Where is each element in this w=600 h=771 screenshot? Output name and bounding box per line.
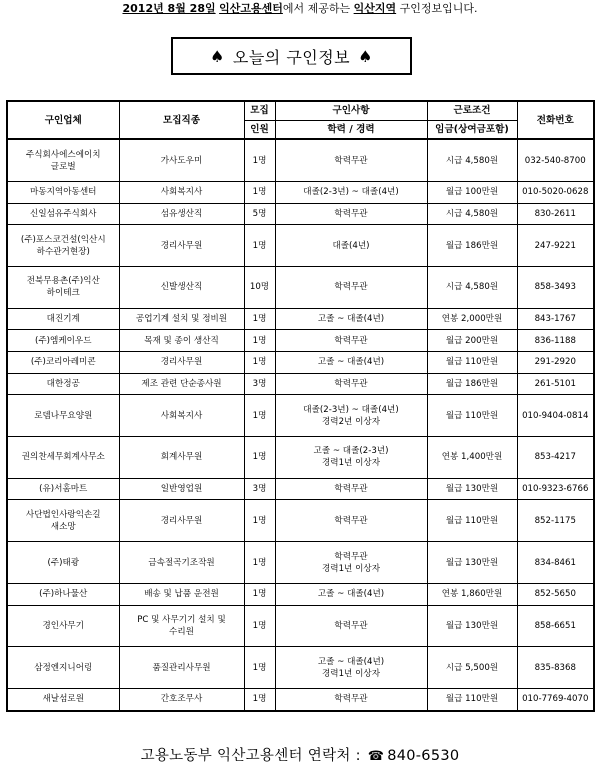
- cell-phone: 834-8461: [517, 542, 594, 584]
- table-row: [7, 647, 594, 689]
- cell-company: 전북무용촌(주)익산 하이테크: [7, 267, 119, 309]
- cell-recruit-count: 1명: [244, 330, 275, 352]
- cell-phone: 853-4217: [517, 437, 594, 479]
- cell-wage: 시급 4,580원: [427, 139, 517, 182]
- cell-phone: 843-1767: [517, 308, 594, 330]
- cell-company: 새날섬로원: [7, 688, 119, 711]
- footer-text: 고용노동부 익산고용센터 연락처 :: [140, 748, 361, 764]
- table-row: [7, 352, 594, 374]
- cell-wage: 월급 130만원: [427, 542, 517, 584]
- cell-company: (주)하나물산: [7, 583, 119, 605]
- spade-icon: ♠: [210, 46, 225, 66]
- cell-phone: 836-1188: [517, 330, 594, 352]
- cell-requirements: 학력무관: [275, 478, 427, 500]
- cell-recruit-count: 1명: [244, 583, 275, 605]
- table-row: [7, 225, 594, 267]
- cell-requirements: 고졸 ~ 대졸(4년) 경력1년 이상자: [275, 647, 427, 689]
- cell-phone: 032-540-8700: [517, 139, 594, 182]
- cell-job-type: 공업기계 설치 및 정비원: [119, 308, 244, 330]
- cell-recruit-count: 1명: [244, 437, 275, 479]
- job-table-body: [7, 139, 594, 711]
- cell-recruit-count: 1명: [244, 352, 275, 374]
- cell-job-type: 회계사무원: [119, 437, 244, 479]
- cell-wage: 시급 4,580원: [427, 203, 517, 225]
- cell-job-type: 신발생산직: [119, 267, 244, 309]
- cell-recruit-count: 1명: [244, 139, 275, 182]
- cell-job-type: 배송 및 납품 운전원: [119, 583, 244, 605]
- intro-date: 2012년 8월 28일: [122, 2, 216, 15]
- intro-center: 익산고용센터: [219, 2, 283, 15]
- page-title-box: [171, 37, 412, 75]
- table-row: [7, 267, 594, 309]
- cell-company: (주)태광: [7, 542, 119, 584]
- cell-recruit-count: 10명: [244, 267, 275, 309]
- table-row: [7, 688, 594, 711]
- footer-contact: [0, 744, 600, 765]
- cell-job-type: 품질관리사무원: [119, 647, 244, 689]
- cell-wage: 시급 4,580원: [427, 267, 517, 309]
- cell-recruit-count: 1명: [244, 225, 275, 267]
- cell-requirements: 학력무관: [275, 267, 427, 309]
- cell-phone: 261-5101: [517, 373, 594, 395]
- cell-wage: 월급 110만원: [427, 500, 517, 542]
- table-row: [7, 542, 594, 584]
- cell-recruit-count: 1명: [244, 395, 275, 437]
- cell-wage: 월급 200만원: [427, 330, 517, 352]
- cell-recruit-count: 1명: [244, 542, 275, 584]
- cell-requirements: 고졸 ~ 대졸(2-3년) 경력1년 이상자: [275, 437, 427, 479]
- table-row: [7, 583, 594, 605]
- cell-recruit-count: 1명: [244, 688, 275, 711]
- cell-requirements: 대졸(2-3년) ~ 대졸(4년): [275, 182, 427, 204]
- cell-recruit-count: 3명: [244, 373, 275, 395]
- cell-company: 마동지역아동센터: [7, 182, 119, 204]
- cell-company: 경인사무기: [7, 605, 119, 647]
- cell-phone: 010-9323-6766: [517, 478, 594, 500]
- cell-wage: 월급 100만원: [427, 182, 517, 204]
- cell-company: 주식회사에스에이치 글로벌: [7, 139, 119, 182]
- cell-phone: 010-5020-0628: [517, 182, 594, 204]
- cell-company: 대진기계: [7, 308, 119, 330]
- cell-requirements: 학력무관: [275, 330, 427, 352]
- cell-requirements: 학력무관: [275, 203, 427, 225]
- job-table: [6, 100, 595, 712]
- cell-company: 삼정엔지니어링: [7, 647, 119, 689]
- cell-job-type: 사회복지사: [119, 182, 244, 204]
- intro-text-1: 에서 제공하는: [282, 2, 354, 15]
- cell-phone: 835-8368: [517, 647, 594, 689]
- cell-recruit-count: 5명: [244, 203, 275, 225]
- cell-company: 사단법인사랑익손길 새소망: [7, 500, 119, 542]
- cell-phone: 291-2920: [517, 352, 594, 374]
- cell-requirements: 학력무관: [275, 605, 427, 647]
- table-row: [7, 308, 594, 330]
- cell-wage: 월급 110만원: [427, 395, 517, 437]
- header-recruit-line1: 모집: [244, 101, 275, 120]
- header-education: 학력 / 경력: [275, 120, 427, 139]
- cell-requirements: 학력무관: [275, 373, 427, 395]
- cell-job-type: 가사도우미: [119, 139, 244, 182]
- cell-wage: 연봉 2,000만원: [427, 308, 517, 330]
- cell-wage: 월급 110만원: [427, 688, 517, 711]
- header-conditions: 근로조건: [427, 101, 517, 120]
- cell-phone: 010-9404-0814: [517, 395, 594, 437]
- spade-icon: ♠: [358, 46, 373, 66]
- cell-requirements: 대졸(2-3년) ~ 대졸(4년) 경력2년 이상자: [275, 395, 427, 437]
- table-row: [7, 478, 594, 500]
- cell-phone: 247-9221: [517, 225, 594, 267]
- header-phone: 전화번호: [517, 101, 594, 139]
- cell-company: 신일섬유주식회사: [7, 203, 119, 225]
- cell-recruit-count: 1명: [244, 500, 275, 542]
- cell-job-type: 경리사무원: [119, 500, 244, 542]
- cell-recruit-count: 3명: [244, 478, 275, 500]
- cell-company: 대한정공: [7, 373, 119, 395]
- cell-job-type: 금속절곡기조작원: [119, 542, 244, 584]
- cell-job-type: 경리사무원: [119, 352, 244, 374]
- cell-wage: 시급 5,500원: [427, 647, 517, 689]
- cell-company: 로뎀나무요양원: [7, 395, 119, 437]
- cell-requirements: 학력무관: [275, 139, 427, 182]
- cell-requirements: 고졸 ~ 대졸(4년): [275, 308, 427, 330]
- table-row: [7, 203, 594, 225]
- cell-phone: 852-1175: [517, 500, 594, 542]
- cell-wage: 연봉 1,400만원: [427, 437, 517, 479]
- cell-recruit-count: 1명: [244, 182, 275, 204]
- cell-phone: 830-2611: [517, 203, 594, 225]
- cell-recruit-count: 1명: [244, 308, 275, 330]
- intro-line: [0, 2, 600, 16]
- table-row: [7, 182, 594, 204]
- cell-recruit-count: 1명: [244, 647, 275, 689]
- intro-text-2: 구인정보입니다.: [396, 2, 478, 15]
- cell-job-type: 경리사무원: [119, 225, 244, 267]
- cell-job-type: 섬유생산직: [119, 203, 244, 225]
- cell-requirements: 고졸 ~ 대졸(4년): [275, 352, 427, 374]
- cell-wage: 월급 130만원: [427, 605, 517, 647]
- phone-icon: ☎: [367, 749, 385, 764]
- cell-job-type: 제조 관련 단순종사원: [119, 373, 244, 395]
- intro-region: 익산지역: [353, 2, 397, 15]
- header-requirements: 구인사항: [275, 101, 427, 120]
- header-wage: 임금(상여금포함): [427, 120, 517, 139]
- cell-job-type: 목재 및 종이 생산직: [119, 330, 244, 352]
- cell-requirements: 대졸(4년): [275, 225, 427, 267]
- cell-company: (주)포스코건설(익산시 하수관거현장): [7, 225, 119, 267]
- footer-phone: 840-6530: [387, 748, 460, 764]
- header-company: 구인업체: [7, 101, 119, 139]
- table-row: [7, 330, 594, 352]
- cell-company: (유)서홈마트: [7, 478, 119, 500]
- cell-wage: 월급 186만원: [427, 225, 517, 267]
- cell-phone: 010-7769-4070: [517, 688, 594, 711]
- cell-wage: 월급 130만원: [427, 478, 517, 500]
- cell-company: (주)엠케이우드: [7, 330, 119, 352]
- page-title: 오늘의 구인정보: [232, 47, 351, 67]
- cell-requirements: 학력무관: [275, 688, 427, 711]
- cell-job-type: 간호조무사: [119, 688, 244, 711]
- table-row: [7, 395, 594, 437]
- table-row: [7, 139, 594, 182]
- header-recruit-line2: 인원: [244, 120, 275, 139]
- cell-company: (주)코리아레미콘: [7, 352, 119, 374]
- cell-phone: 852-5650: [517, 583, 594, 605]
- cell-requirements: 학력무관: [275, 500, 427, 542]
- cell-wage: 월급 110만원: [427, 352, 517, 374]
- cell-job-type: 일반영업원: [119, 478, 244, 500]
- cell-job-type: PC 및 사무기기 설치 및 수리원: [119, 605, 244, 647]
- cell-job-type: 사회복지사: [119, 395, 244, 437]
- cell-requirements: 학력무관 경력1년 이상자: [275, 542, 427, 584]
- cell-wage: 연봉 1,860만원: [427, 583, 517, 605]
- cell-phone: 858-6651: [517, 605, 594, 647]
- table-row: [7, 437, 594, 479]
- cell-company: 권의찬세무회계사무소: [7, 437, 119, 479]
- table-row: [7, 605, 594, 647]
- table-row: [7, 500, 594, 542]
- table-row: [7, 373, 594, 395]
- cell-phone: 858-3493: [517, 267, 594, 309]
- cell-recruit-count: 1명: [244, 605, 275, 647]
- cell-requirements: 고졸 ~ 대졸(4년): [275, 583, 427, 605]
- cell-wage: 월급 186만원: [427, 373, 517, 395]
- header-job-type: 모집직종: [119, 101, 244, 139]
